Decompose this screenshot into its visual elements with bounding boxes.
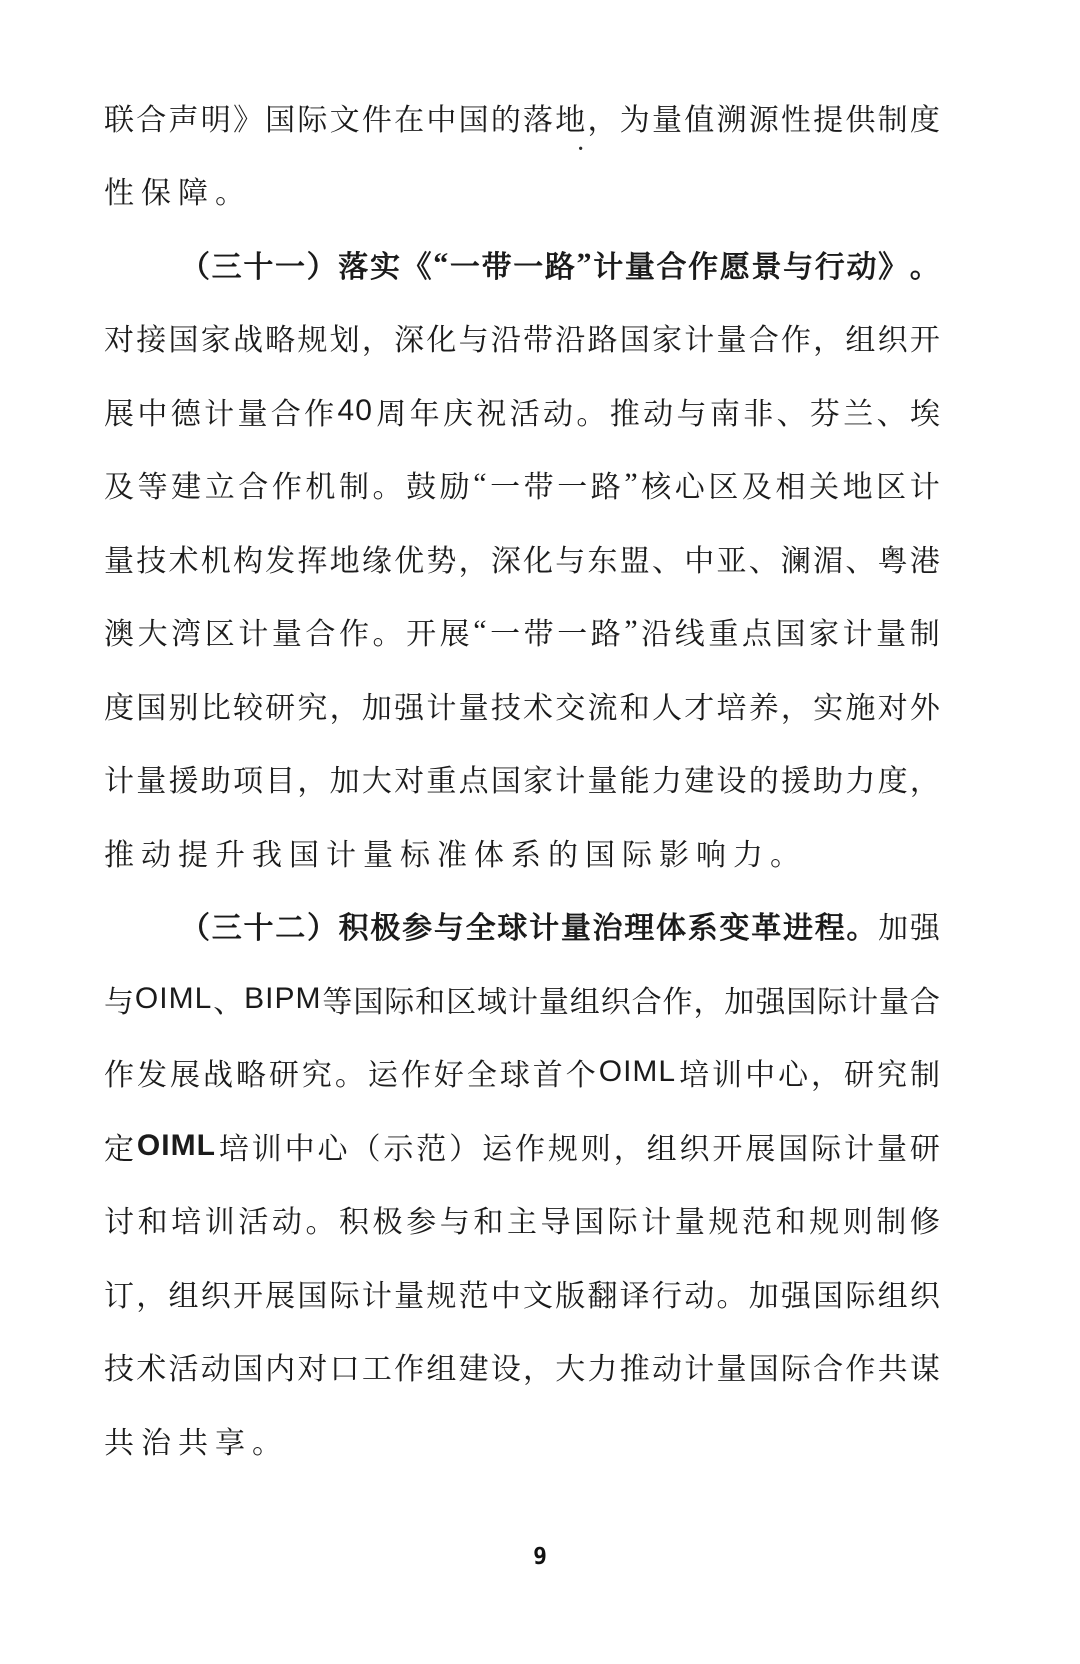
text-line: 定 OIML 培 训 中 心 （ 示 范 ） 运 作 规 则 ， 组 织 开 展 国 际 计 量 研 [104, 1128, 940, 1166]
text-line: 共 治 共 享 。 [104, 1426, 282, 1460]
text-line: 技 术 活 动 国 内 对 口 工 作 组 建 设 ， 大 力 推 动 计 量 国 际 合 作 共 谋 [104, 1353, 940, 1387]
text-line: 对 接 国 家 战 略 规 划 ， 深 化 与 沿 带 沿 路 国 家 计 量 合 作 ， 组 织 开 [104, 324, 940, 358]
text-line: 量 技 术 机 构 发 挥 地 缘 优 势 ， 深 化 与 东 盟 、 中 亚 、 澜 湄 、 粤 港 [104, 544, 940, 578]
text-line: 与 OIML 、 BIPM 等 国 际 和 区 域 计 量 组 织 合 作 ， 加 强 国 际 计 量 合 [104, 981, 940, 1019]
scan-artifact-dot: · [576, 134, 586, 165]
text-block [104, 80, 940, 1477]
text-line: 讨 和 培 训 活 动 。 积 极 参 与 和 主 导 国 际 计 量 规 范 和 规 则 制 修 [104, 1206, 940, 1240]
text-line: （ 三 十 一 ） 落 实 《 “ 一 带 一 路 ” 计 量 合 作 愿 景 与 行 动 》 。 [180, 246, 940, 284]
text-line: 展 中 德 计 量 合 作 40 周 年 庆 祝 活 动 。 推 动 与 南 非 、 芬 兰 、 埃 [104, 393, 940, 431]
text-line: 计 量 援 助 项 目 ， 加 大 对 重 点 国 家 计 量 能 力 建 设 的 援 助 力 度 ， [104, 765, 940, 799]
text-line: 及 等 建 立 合 作 机 制 。 鼓 励 “ 一 带 一 路 ” 核 心 区 及 相 关 地 区 计 [104, 467, 940, 505]
page-number: 9 [533, 1544, 547, 1570]
text-line: 推 动 提 升 我 国 计 量 标 准 体 系 的 国 际 影 响 力 。 [104, 838, 800, 872]
text-line: 澳 大 湾 区 计 量 合 作 。 开 展 “ 一 带 一 路 ” 沿 线 重 点 国 家 计 量 制 [104, 614, 940, 652]
text-line: 作 发 展 战 略 研 究 。 运 作 好 全 球 首 个 OIML 培 训 中 心 ， 研 究 制 [104, 1055, 940, 1093]
text-line: 联 合 声 明 》 国 际 文 件 在 中 国 的 落 地 ， 为 量 值 溯 源 性 提 供 制 度 [104, 103, 940, 137]
text-line: （ 三 十 二 ） 积 极 参 与 全 球 计 量 治 理 体 系 变 革 进 程 。 加 强 [180, 912, 940, 946]
text-line: 度 国 别 比 较 研 究 ， 加 强 计 量 技 术 交 流 和 人 才 培 养 ， 实 施 对 外 [104, 691, 940, 725]
text-line: 订 ， 组 织 开 展 国 际 计 量 规 范 中 文 版 翻 译 行 动 。 加 强 国 际 组 织 [104, 1279, 940, 1313]
text-line: 性 保 障 。 [104, 177, 245, 211]
